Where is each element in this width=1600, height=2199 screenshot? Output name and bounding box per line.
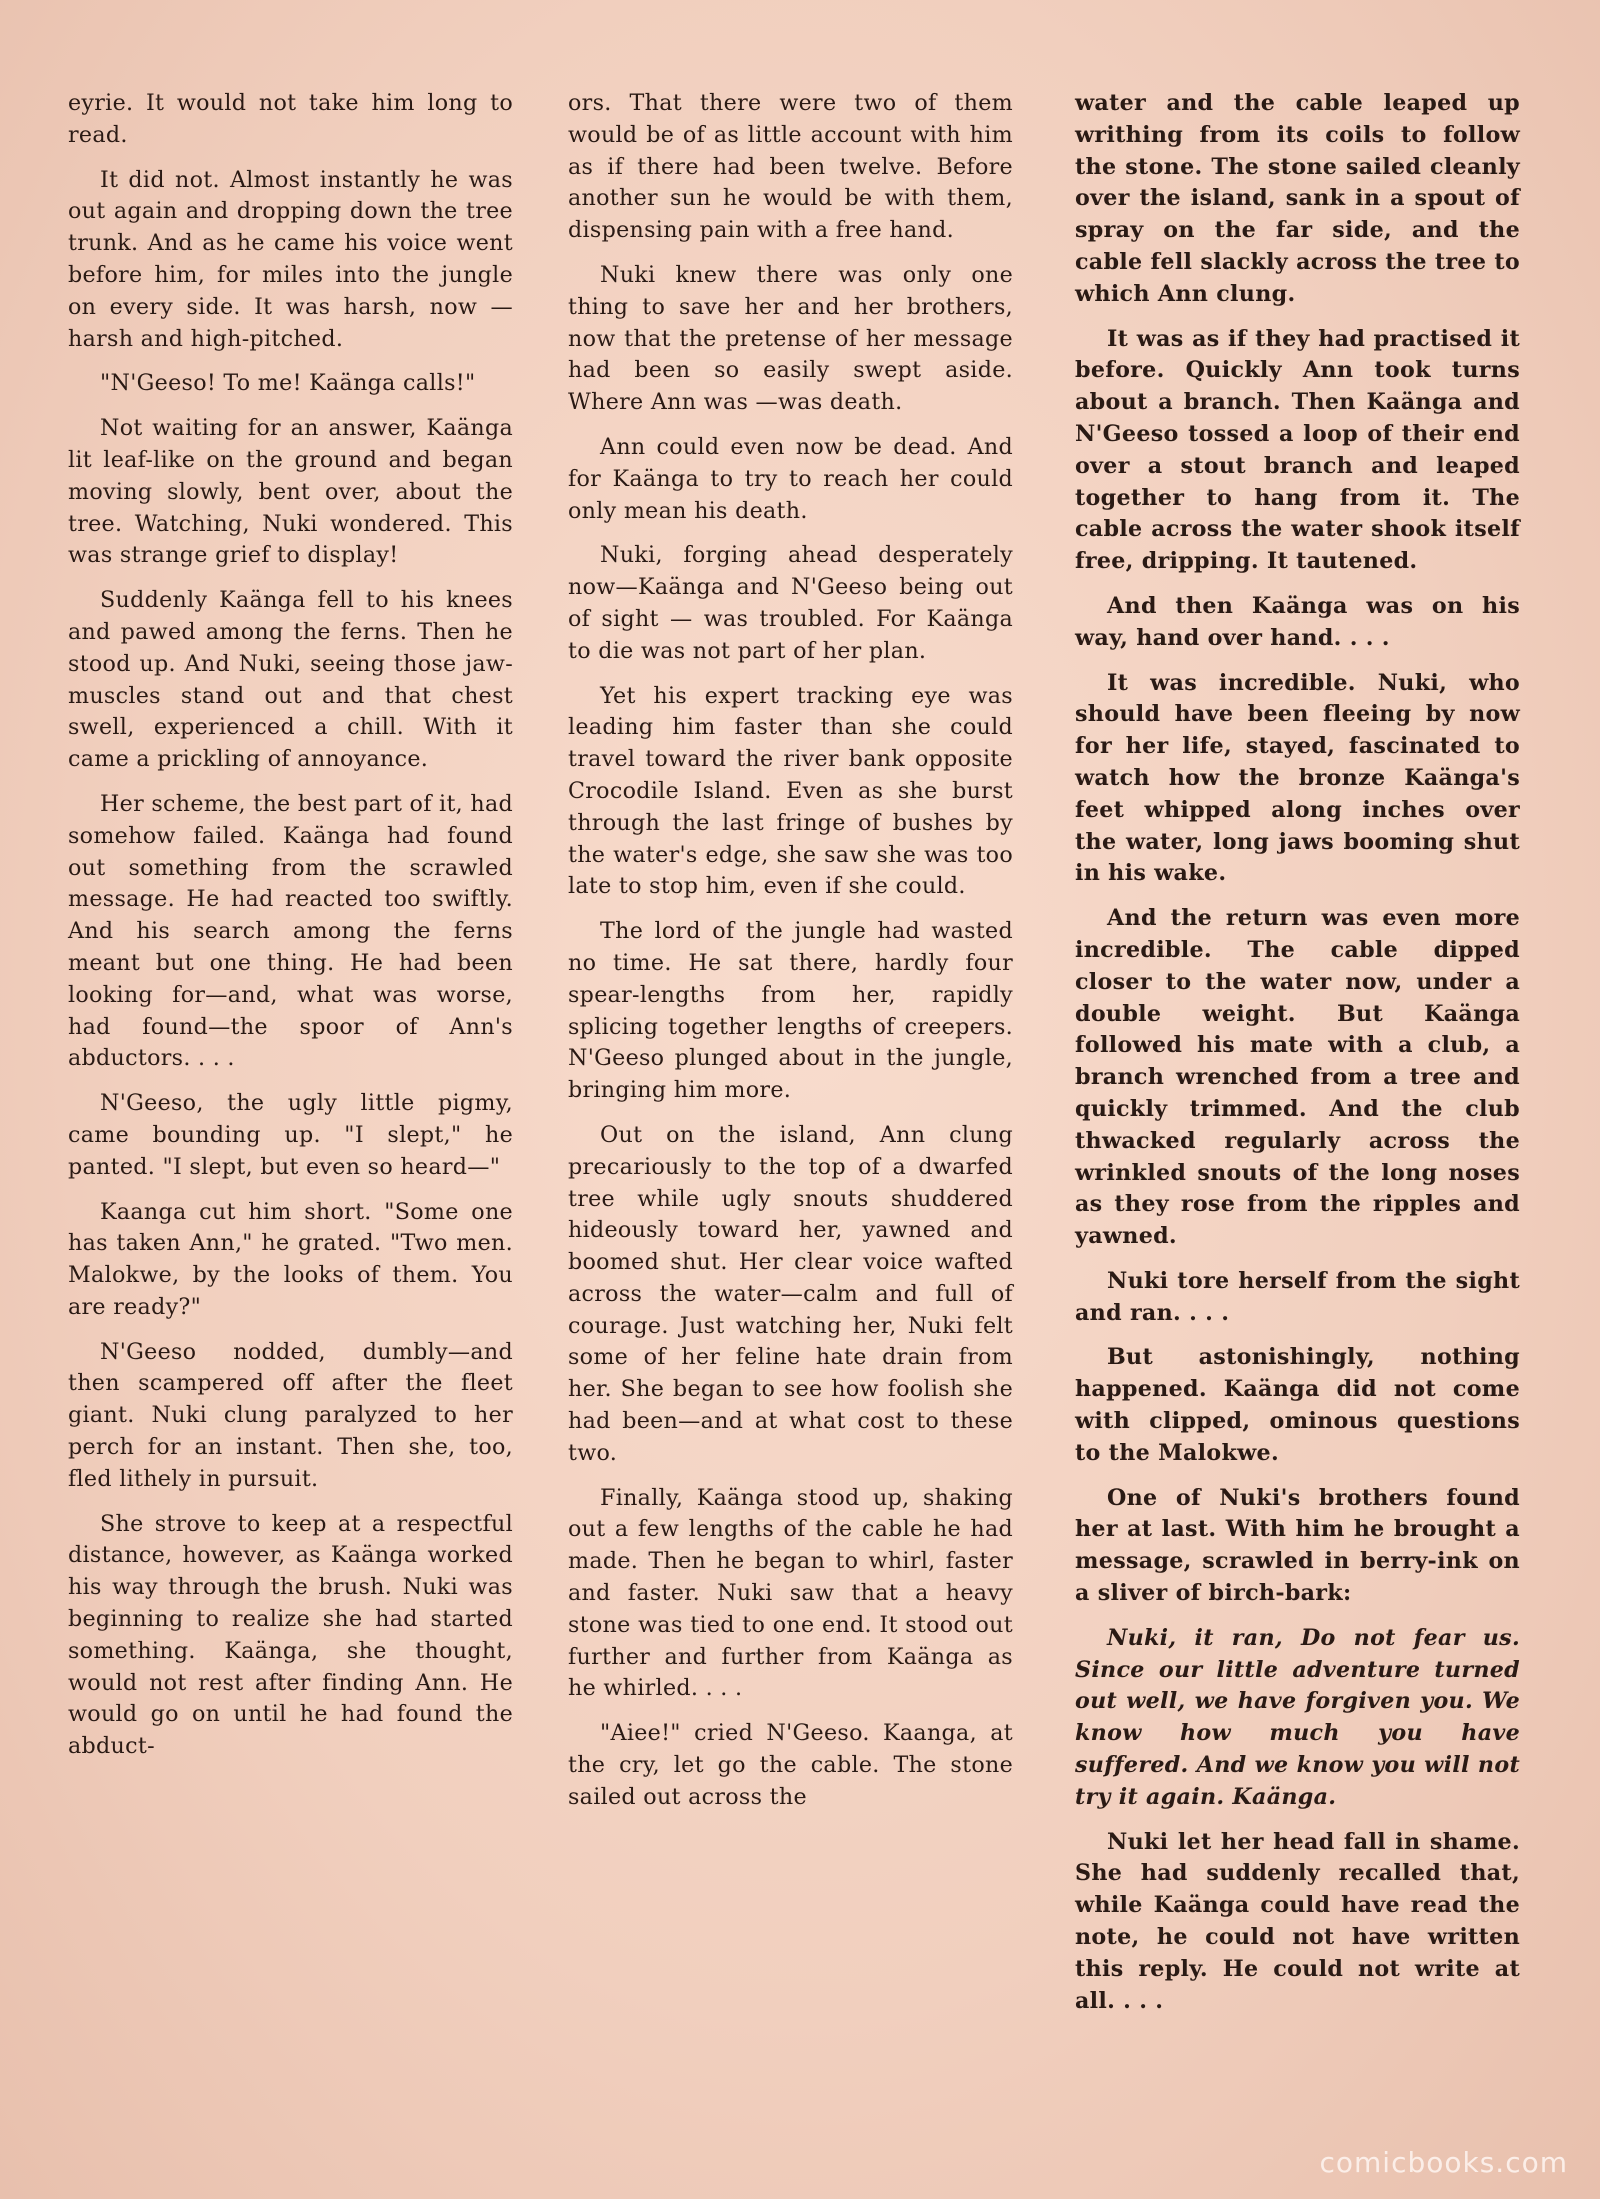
paragraph: Not waiting for an answer, Kaänga lit leaf-like on the ground and began moving slowly, bent over, about the tree. Watching, Nuki wondered. This was strange grief to display! xyxy=(68,415,513,569)
note-paragraph: Nuki, it ran, Do not fear us. Since our little adventure turned out well, we have forgiven you. We know how much you have suffered. And we know you will not try it again. Kaänga. xyxy=(1075,1624,1520,1810)
text-column-1 xyxy=(68,88,513,1776)
paragraph: But astonishingly, nothing happened. Kaänga did not come with clipped, ominous questions to the Malokwe. xyxy=(1075,1344,1520,1466)
watermark: comicbooks.com xyxy=(1319,2146,1568,2179)
paragraph: It was as if they had practised it before. Quickly Ann took turns about a branch. Then Kaänga and N'Geeso tossed a loop of their end over a stout branch and leaped together to hang from it. The cable across the water shook itself free, dripping. It tautened. xyxy=(1075,325,1520,575)
paragraph: The lord of the jungle had wasted no time. He sat there, hardly four spear-lengths from her, rapidly splicing together lengths of creepers. N'Geeso plunged about in the jungle, bringing him more. xyxy=(568,918,1013,1104)
paragraph: Nuki knew there was only one thing to save her and her brothers, now that the pretense of her message had been so easily swept aside. Where Ann was —was death. xyxy=(568,261,1013,416)
paragraph: "N'Geeso! To me! Kaänga calls!" xyxy=(100,370,476,397)
paragraph: eyrie. It would not take him long to read. xyxy=(68,90,513,148)
paragraph: Her scheme, the best part of it, had somehow failed. Kaänga had found out something from the scrawled message. He had reacted too swiftly. And his search among the ferns meant but one thing. He had been looking for—and, what was worse, had found—the spoor of Ann's abductors. . . . xyxy=(68,790,513,1072)
paragraph: And then Kaänga was on his way, hand over hand. . . . xyxy=(1075,592,1520,651)
paragraph: ors. That there were two of them would be of as little account with him as if there had been twelve. Before another sun he would be with them, dispensing pain with a free hand. xyxy=(568,90,1013,244)
paragraph: Finally, Kaänga stood up, shaking out a few lengths of the cable he had made. Then he began to whirl, faster and faster. Nuki saw that a heavy stone was tied to one end. It stood out further and further from Kaänga as he whirled. . . . xyxy=(568,1484,1013,1702)
paragraph: It did not. Almost instantly he was out again and dropping down the tree trunk. And as he came his voice went before him, for miles into the jungle on every side. It was harsh, now —harsh and high-pitched. xyxy=(68,166,513,352)
paragraph: "Aiee!" cried N'Geeso. Kaanga, at the cry, let go the cable. The stone sailed out across the xyxy=(568,1720,1013,1810)
paragraph: Nuki, forging ahead desperately now—Kaänga and N'Geeso being out of sight — was troubled. For Kaänga to die was not part of her plan. xyxy=(568,542,1013,664)
paragraph: One of Nuki's brothers found her at last. With him he brought a message, scrawled in berry-ink on a sliver of birch-bark: xyxy=(1075,1484,1520,1607)
paragraph: Suddenly Kaänga fell to his knees and pawed among the ferns. Then he stood up. And Nuki, seeing those jaw-muscles stand out and that chest swell, experienced a chill. With it came a prickling of annoyance. xyxy=(68,587,513,773)
paragraph: water and the cable leaped up writhing from its coils to follow the stone. The stone sailed cleanly over the island, sank in a spout of spray on the far side, and the cable fell slackly across the tree to which Ann clung. xyxy=(1075,90,1520,307)
paragraph: N'Geeso, the ugly little pigmy, came bounding up. "I slept," he panted. "I slept, but even so heard—" xyxy=(68,1090,513,1180)
paragraph: Nuki let her head fall in shame. She had suddenly recalled that, while Kaänga could have read the note, he could not have written this reply. He could not write at all. . . . xyxy=(1075,1828,1520,2014)
paragraph: Out on the island, Ann clung precariously to the top of a dwarfed tree while ugly snouts shuddered hideously toward her, yawned and boomed shut. Her clear voice wafted across the water—calm and full of courage. Just watching her, Nuki felt some of her feline hate drain from her. She began to see how foolish she had been—and at what cost to these two. xyxy=(568,1121,1013,1466)
paragraph: Yet his expert tracking eye was leading him faster than she could travel toward the river bank opposite Crocodile Island. Even as she burst through the last fringe of bushes by the water's edge, she saw she was too late to stop him, even if she could. xyxy=(568,682,1013,900)
paragraph: Ann could even now be dead. And for Kaänga to try to reach her could only mean his death. xyxy=(568,433,1013,524)
paragraph: And the return was even more incredible. The cable dipped closer to the water now, under a double weight. But Kaänga followed his mate with a club, a branch wrenched from a tree and quickly trimmed. And the club thwacked regularly across the wrinkled snouts of the long noses as they rose from the ripples and yawned. xyxy=(1075,905,1520,1250)
paragraph: It was incredible. Nuki, who should have been fleeing by now for her life, stayed, fascinated to watch how the bronze Kaänga's feet whipped along inches over the water, long jaws booming shut in his wake. xyxy=(1075,669,1520,887)
paragraph: N'Geeso nodded, dumbly—and then scampered off after the fleet giant. Nuki clung paralyzed to her perch for an instant. Then she, too, fled lithely in pursuit. xyxy=(68,1338,513,1492)
paragraph: She strove to keep at a respectful distance, however, as Kaänga worked his way through the brush. Nuki was beginning to realize she had started something. Kaänga, she thought, would not rest after finding Ann. He would go on until he had found the abduct- xyxy=(68,1510,513,1760)
paragraph: Nuki tore herself from the sight and ran. . . . xyxy=(1075,1267,1520,1326)
paragraph: Kaanga cut him short. "Some one has taken Ann," he grated. "Two men. Malokwe, by the looks of them. You are ready?" xyxy=(68,1198,513,1320)
text-column-2 xyxy=(568,88,1013,1827)
text-column-3 xyxy=(1075,88,1520,2030)
